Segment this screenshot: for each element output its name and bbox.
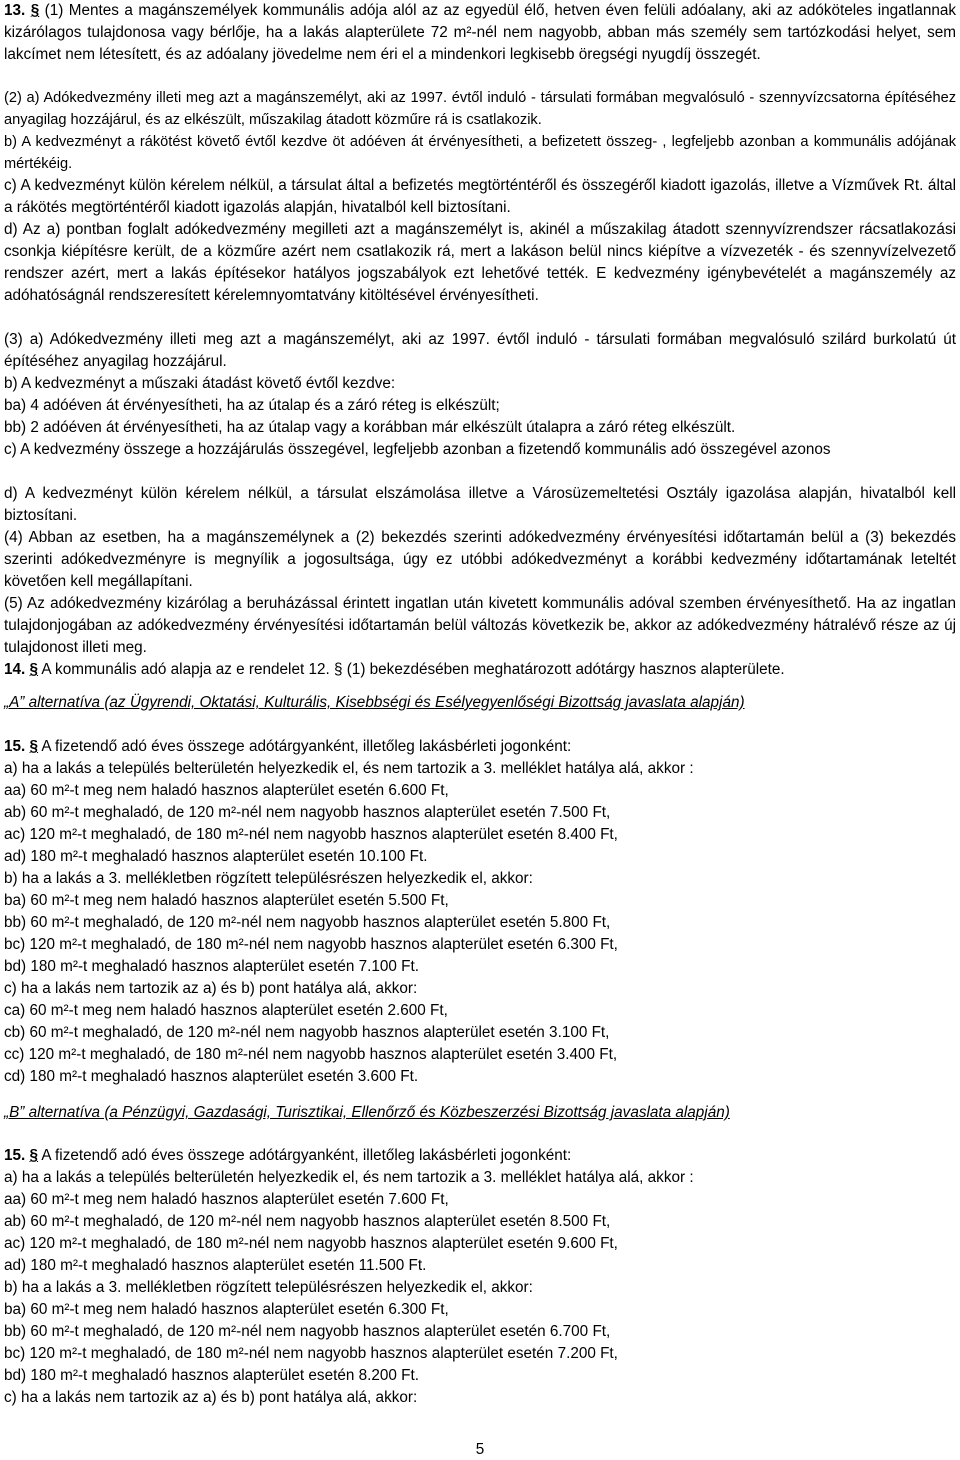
list-item: aa) 60 m²-t meg nem haladó hasznos alapterület esetén 6.600 Ft,	[4, 782, 449, 799]
section-number: 15.	[4, 1147, 26, 1164]
list-item: ac) 120 m²-t meghaladó, de 180 m²-nél nem nagyobb hasznos alapterület esetén 8.400 Ft,	[4, 826, 618, 843]
section-13-3a: (3) a) Adókedvezmény illeti meg azt a magánszemélyt, aki az 1997. évtől induló - társulati formában megvalósuló szilárd burkolatú út építéséhez anyagilag hozzájárul.	[4, 331, 956, 370]
list-item: ac) 120 m²-t meghaladó, de 180 m²-nél nem nagyobb hasznos alapterület esetén 9.600 Ft,	[4, 1235, 618, 1252]
alternative-a-heading: „A” alternatíva (az Ügyrendi, Oktatási, Kulturális, Kisebbségi és Esélyegyenlőségi Bizottság javaslata alapján)	[4, 694, 745, 711]
list-item: bd) 180 m²-t meghaladó hasznos alapterület esetén 8.200 Ft.	[4, 1367, 419, 1384]
list-item: ad) 180 m²-t meghaladó hasznos alapterület esetén 10.100 Ft.	[4, 848, 428, 865]
list-item: bb) 60 m²-t meghaladó, de 120 m²-nél nem nagyobb hasznos alapterület esetén 6.700 Ft,	[4, 1323, 611, 1340]
section-13-paragraph-1	[4, 0, 956, 66]
section-sign: §	[29, 738, 39, 755]
list-item: ca) 60 m²-t meg nem haladó hasznos alapterület esetén 2.600 Ft,	[4, 1002, 448, 1019]
list-item: cc) 120 m²-t meghaladó, de 180 m²-nél nem nagyobb hasznos alapterület esetén 3.400 Ft,	[4, 1046, 618, 1063]
list-item: bd) 180 m²-t meghaladó hasznos alapterület esetén 7.100 Ft.	[4, 958, 419, 975]
section-number: 13.	[4, 2, 26, 19]
section-13-2c: c) A kedvezményt külön kérelem nélkül, a társulat által a befizetés megtörténtéről és összegéről kiadott igazolás, illetve a Vízművek Rt. által a rákötés megtörténtéről kiadott igazolás alapján, hivatalból kell biztosítani.	[4, 177, 956, 216]
section-13-3b: b) A kedvezményt a műszaki átadást követő évtől kezdve:	[4, 375, 396, 392]
section-15-intro-text: A fizetendő adó éves összege adótárgyanként, illetőleg lakásbérleti jogonként:	[38, 738, 572, 755]
section-15-intro-text: A fizetendő adó éves összege adótárgyanként, illetőleg lakásbérleti jogonként:	[38, 1147, 572, 1164]
section-13-2b: b) A kedvezményt a rákötést követő évtől kezdve öt adóéven át érvényesítheti, a befizetett összeg- , legfeljebb azonban a kommunális adójának mértékéig.	[4, 134, 956, 172]
list-item: c) ha a lakás nem tartozik az a) és b) pont hatálya alá, akkor:	[4, 1389, 418, 1406]
list-item: b) ha a lakás a 3. mellékletben rögzített településrészen helyezkedik el, akkor:	[4, 1279, 533, 1296]
list-item: ba) 60 m²-t meg nem haladó hasznos alapterület esetén 6.300 Ft,	[4, 1301, 449, 1318]
list-item: c) ha a lakás nem tartozik az a) és b) pont hatálya alá, akkor:	[4, 980, 418, 997]
section-13-3ba: ba) 4 adóéven át érvényesítheti, ha az útalap és a záró réteg is elkészült;	[4, 397, 500, 414]
section-13-2d: d) Az a) pontban foglalt adókedvezmény megilleti azt a magánszemélyt is, akinél a műszakilag átadott szennyvízrendszer rácsatlakozási csonkja kiépítésre került, de a közműre azért nem csatlakozik rá, mert a lakáson belül nincs kiépítve a vízvezeték - és szennyvízelvezető rendszer azért, mert a lakás építésekor hatályos jogszabályok ezt lehetővé tették. E kedvezmény igénybevételét a magánszemély az adóhatóságnál rendszeresített kérelemnyomtatvány kitöltésével érvényesítheti.	[4, 221, 956, 304]
list-item: a) ha a lakás a település belterületén helyezkedik el, és nem tartozik a 3. melléklet hatálya alá, akkor :	[4, 1169, 694, 1186]
section-13-3c: c) A kedvezmény összege a hozzájárulás összegével, legfeljebb azonban a fizetendő kommunális adó összegével azonos	[4, 441, 831, 458]
section-number: 14.	[4, 661, 26, 678]
section-sign: §	[30, 2, 40, 19]
section-13-2a: (2) a) Adókedvezmény illeti meg azt a magánszemélyt, aki az 1997. évtől induló - társulati formában megvalósuló - szennyvízcsatorna építéséhez anyagilag hozzájárul, és az elkészült, műszakilag átadott közműre rá is csatlakozik.	[4, 90, 956, 128]
section-13-3d: d) A kedvezményt külön kérelem nélkül, a társulat elszámolása illetve a Városüzemeltetési Osztály igazolása alapján, hivatalból kell biztosítani.	[4, 485, 956, 524]
list-item: ad) 180 m²-t meghaladó hasznos alapterület esetén 11.500 Ft.	[4, 1257, 427, 1274]
list-item: ab) 60 m²-t meghaladó, de 120 m²-nél nem nagyobb hasznos alapterület esetén 8.500 Ft,	[4, 1213, 611, 1230]
list-item: ab) 60 m²-t meghaladó, de 120 m²-nél nem nagyobb hasznos alapterület esetén 7.500 Ft,	[4, 804, 611, 821]
alternative-b-heading: „B” alternatíva (a Pénzügyi, Gazdasági, Turisztikai, Ellenőrző és Közbeszerzési Bizottság javaslata alapján)	[4, 1104, 730, 1121]
section-sign: §	[29, 1147, 39, 1164]
list-item: b) ha a lakás a 3. mellékletben rögzített településrészen helyezkedik el, akkor:	[4, 870, 533, 887]
list-item: ba) 60 m²-t meg nem haladó hasznos alapterület esetén 5.500 Ft,	[4, 892, 449, 909]
section-13-4: (4) Abban az esetben, ha a magánszemélynek a (2) bekezdés szerinti adókedvezmény érvényesítési időtartamán belül a (3) bekezdés szerinti adókedvezményre is megnyílik a jogosultsága, úgy ez utóbbi adókedvezményt a korábbi kedvezmény időtartamának leteltét követően kell megállapítani.	[4, 529, 956, 590]
list-item: bb) 60 m²-t meghaladó, de 120 m²-nél nem nagyobb hasznos alapterület esetén 5.800 Ft,	[4, 914, 611, 931]
section-14	[4, 659, 785, 681]
list-item: bc) 120 m²-t meghaladó, de 180 m²-nél nem nagyobb hasznos alapterület esetén 7.200 Ft,	[4, 1345, 618, 1362]
section-14-text: A kommunális adó alapja az e rendelet 12. § (1) bekezdésében meghatározott adótárgy hasznos alapterülete.	[38, 661, 785, 678]
alternative-b-section-15-intro	[4, 1145, 571, 1167]
alternative-a-section-15-intro	[4, 736, 571, 758]
section-13-text: (1) Mentes a magánszemélyek kommunális adója alól az az egyedül élő, hetven éven felüli adóalany, aki az adóköteles ingatlannak kizárólagos tulajdonosa vagy bérlője, ha a lakás alapterülete 72 m²-nél nem nagyobb, abban más személy sem tartózkodási helyet, sem lakcímet nem létesített, és az adóalany jövedelme nem éri el a mindenkori legkisebb öregségi nyugdíj összegét.	[4, 2, 956, 63]
list-item: a) ha a lakás a település belterületén helyezkedik el, és nem tartozik a 3. melléklet hatálya alá, akkor :	[4, 760, 694, 777]
section-13-3bb: bb) 2 adóéven át érvényesítheti, ha az útalap vagy a korábban már elkészült útalapra a záró réteg elkészült.	[4, 419, 736, 436]
page-number: 5	[475, 1441, 485, 1458]
list-item: bc) 120 m²-t meghaladó, de 180 m²-nél nem nagyobb hasznos alapterület esetén 6.300 Ft,	[4, 936, 618, 953]
list-item: cb) 60 m²-t meghaladó, de 120 m²-nél nem nagyobb hasznos alapterület esetén 3.100 Ft,	[4, 1024, 610, 1041]
list-item: cd) 180 m²-t meghaladó hasznos alapterület esetén 3.600 Ft.	[4, 1068, 419, 1085]
list-item: aa) 60 m²-t meg nem haladó hasznos alapterület esetén 7.600 Ft,	[4, 1191, 449, 1208]
section-number: 15.	[4, 738, 26, 755]
section-13-5: (5) Az adókedvezmény kizárólag a beruházással érintett ingatlan után kivetett kommunális adóval szemben érvényesíthető. Ha az ingatlan tulajdonjogában az adókedvezmény érvényesítési időtartamán belül változás következik be, akkor az adókedvezmény hátralévő része az új tulajdonost illeti meg.	[4, 595, 956, 656]
section-sign: §	[29, 661, 39, 678]
